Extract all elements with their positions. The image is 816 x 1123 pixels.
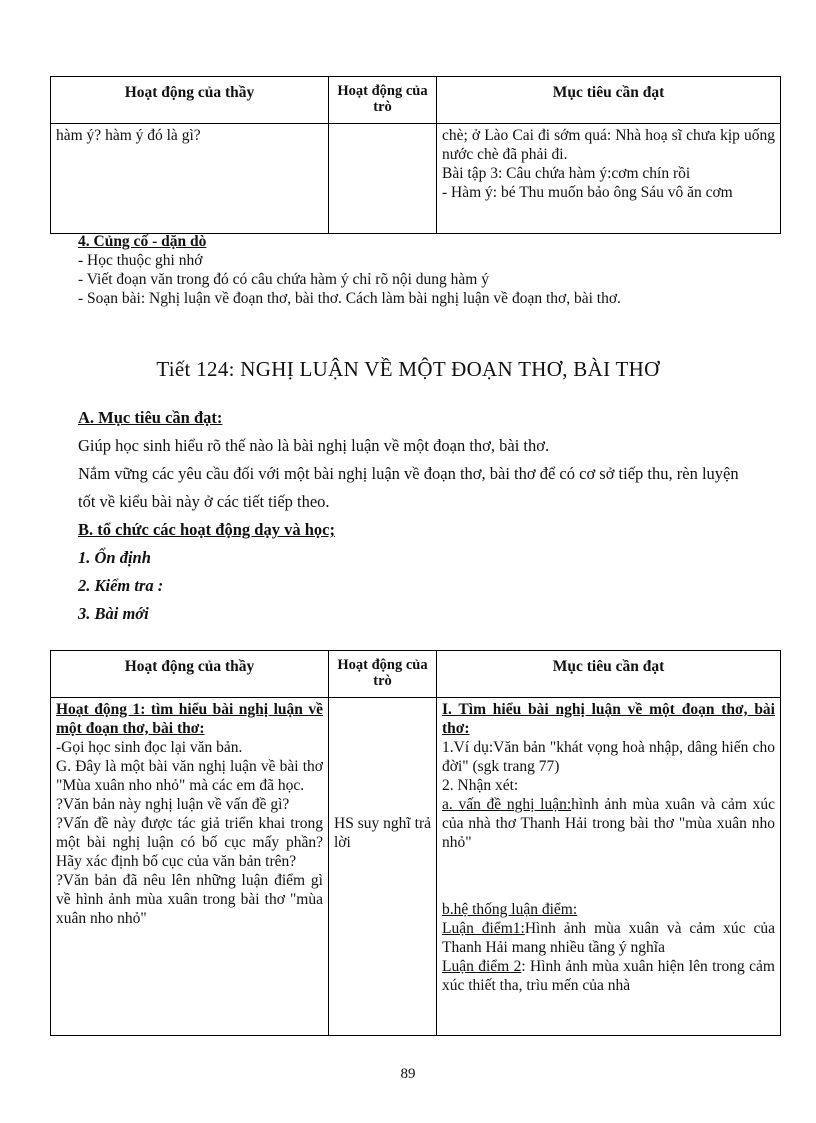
step-item: 2. Kiểm tra : <box>78 576 164 595</box>
header-teacher-activity: Hoạt động của thầy <box>51 651 329 698</box>
point2-text: : Hình ảnh mùa xuân hiện lên trong cảm xúc thiết tha, trìu mến của nhà <box>442 958 775 994</box>
example-line: 1.Ví dụ:Văn bản "khát vọng hoà nhập, dâng hiến cho đời" (sgk trang 77) <box>442 739 775 775</box>
point1-label: Luận điểm1: <box>442 920 525 937</box>
objective-heading: I. Tìm hiểu bài nghị luận về một đoạn thơ, bài thơ: <box>442 701 775 737</box>
section-a-line: Giúp học sinh hiểu rõ thế nào là bài nghị luận về một đoạn thơ, bài thơ. <box>78 436 550 455</box>
teacher-cell <box>51 698 329 1036</box>
point1-text: Hình ảnh mùa xuân và cảm xúc của Thanh Hải mang nhiều tầng ý nghĩa <box>442 920 775 956</box>
page-number: 89 <box>400 1066 416 1082</box>
consolidation-line: - Soạn bài: Nghị luận về đoạn thơ, bài thơ. Cách làm bài nghị luận về đoạn thơ, bài thơ. <box>78 290 621 307</box>
teacher-line: ?Vấn đề này được tác giả triển khai trong một bài nghị luận có bố cục mấy phần? Hãy xác định bố cục của văn bản trên? <box>56 815 323 870</box>
table-header-row <box>51 77 781 124</box>
table-row <box>51 124 781 234</box>
student-cell <box>329 698 437 1036</box>
objectives-section <box>78 404 758 628</box>
student-response: HS suy nghĩ trả lời <box>334 815 431 851</box>
section-a-heading: A. Mục tiêu cần đạt: <box>78 408 223 427</box>
issue-label: a. vấn đề nghị luận: <box>442 796 572 813</box>
teacher-line: ?Văn bản đã nêu lên những luận điểm gì về hình ảnh mùa xuân trong bài thơ "mùa xuân nho nhỏ" <box>56 872 323 927</box>
objective-cell <box>437 698 781 1036</box>
step-item: 3. Bài mới <box>78 604 149 623</box>
table-header-row <box>51 651 781 698</box>
consolidation-section <box>78 232 738 308</box>
point2-label: Luận điểm 2 <box>442 958 522 975</box>
issue-line <box>442 795 775 852</box>
objective-line: - Hàm ý: bé Thu muốn bảo ông Sáu vô ăn cơm <box>442 184 733 201</box>
issue-text: hình ảnh mùa xuân và cảm xúc của nhà thơ Thanh Hải trong bài thơ "mùa xuân nho nhỏ" <box>442 796 775 851</box>
point1-line <box>442 919 775 957</box>
teacher-line: -Gọi học sinh đọc lại văn bản. <box>56 739 243 756</box>
consolidation-line: - Học thuộc ghi nhớ <box>78 252 203 269</box>
lesson-title: Tiết 124: NGHỊ LUẬN VỀ MỘT ĐOẠN THƠ, BÀI THƠ <box>156 357 660 381</box>
header-teacher-activity: Hoạt động của thầy <box>51 77 329 124</box>
step-item: 1. Ổn định <box>78 548 151 567</box>
section-b-heading: B. tổ chức các hoạt động dạy và học; <box>78 520 335 539</box>
objective-line: chè; ở Lào Cai đi sớm quá: Nhà hoạ sĩ chưa kịp uống nước chè đã phải đi. <box>442 127 775 163</box>
remark-line: 2. Nhận xét: <box>442 777 519 794</box>
header-objectives: Mục tiêu cần đạt <box>437 651 781 698</box>
system-label: b.hệ thống luận điểm: <box>442 901 578 918</box>
activity-table-main <box>50 650 781 1036</box>
section-a-line: Nắm vững các yêu cầu đối với một bài nghị luận về đoạn thơ, bài thơ để có cơ sở tiếp thu, rèn luyện tốt về kiểu bài này ở các tiết tiếp theo. <box>78 464 739 511</box>
activity-table-top <box>50 76 781 234</box>
header-student-activity: Hoạt động của trò <box>329 651 437 698</box>
teacher-line: ?Văn bản này nghị luận về vấn đề gì? <box>56 796 290 813</box>
teacher-line: G. Đây là một bài văn nghị luận về bài thơ "Mùa xuân nho nhỏ" mà các em đã học. <box>56 758 323 794</box>
teacher-cell <box>51 124 329 234</box>
objective-cell <box>437 124 781 234</box>
objective-line: Bài tập 3: Câu chứa hàm ý:cơm chín rồi <box>442 165 691 182</box>
student-cell <box>329 124 437 234</box>
activity-heading: Hoạt động 1: tìm hiểu bài nghị luận về một đoạn thơ, bài thơ: <box>56 701 323 737</box>
header-student-activity: Hoạt động của trò <box>329 77 437 124</box>
header-objectives: Mục tiêu cần đạt <box>437 77 781 124</box>
teacher-line: hàm ý? hàm ý đó là gì? <box>56 127 201 144</box>
consolidation-heading: 4. Củng cố - dặn dò <box>78 233 207 250</box>
consolidation-line: - Viết đoạn văn trong đó có câu chứa hàm ý chỉ rõ nội dung hàm ý <box>78 271 489 288</box>
table-row <box>51 698 781 1036</box>
point2-line <box>442 957 775 995</box>
